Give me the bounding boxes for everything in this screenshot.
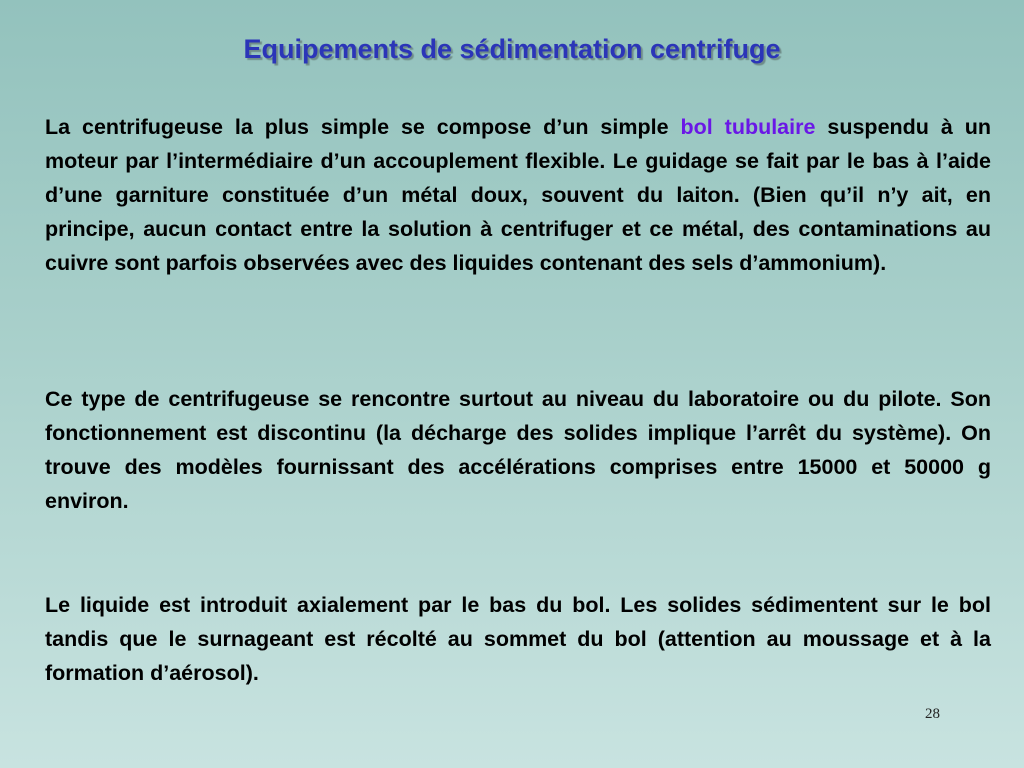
highlight-bol-tubulaire: bol tubulaire <box>680 115 816 139</box>
paragraph-usage: Ce type de centrifugeuse se rencontre surtout au niveau du laboratoire ou du pilote. Son fonctionnement est discontinu (la décharge des solides implique l’arrêt du système). On trouve des modèles fournissant des accélérations comprises entre 15000 et 50000 g environ. <box>45 387 991 513</box>
paragraph-1-body: suspendu à un moteur par l’intermédiaire d’un accouplement flexible. Le guidage se fait par le bas à l’aide d’une garniture constituée d’un métal doux, souvent du laiton. (Bien qu’il n’y ait, en principe, aucun contact entre la solution à centrifuger et ce métal, des contaminations au cuivre sont parfois observées avec des liquides contenant des sels d’ammonium). <box>45 115 992 275</box>
paragraph-1-intro: La centrifugeuse la plus simple se compose d’un simple <box>45 115 681 139</box>
page-number: 28 <box>925 706 940 722</box>
slide-title: Equipements de sédimentation centrifuge <box>243 34 781 64</box>
paragraph-operation: Le liquide est introduit axialement par le bas du bol. Les solides sédimentent sur le bol tandis que le surnageant est récolté au sommet du bol (attention au moussage et à la formation d’aérosol). <box>45 593 991 685</box>
paragraph-bol-tubulaire <box>45 110 991 280</box>
